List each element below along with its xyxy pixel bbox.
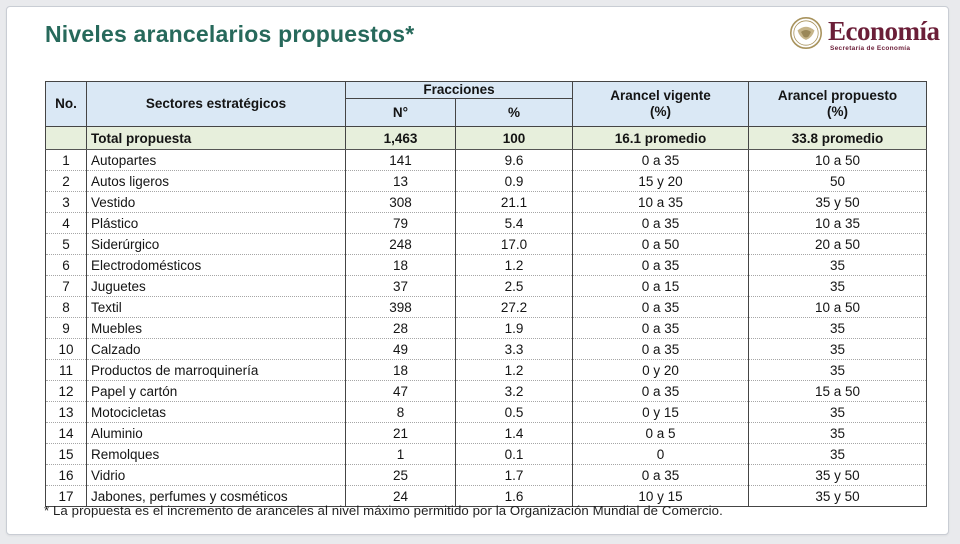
cell-fracciones-n: 24 <box>346 486 456 507</box>
cell-sector: Vestido <box>87 192 346 213</box>
table-row <box>46 213 927 234</box>
cell-sector: Textil <box>87 297 346 318</box>
footnote: * La propuesta es el incremento de aranceles al nivel máximo permitido por la Organización Mundial de Comercio. <box>44 503 723 518</box>
cell-fracciones-pct: 0.1 <box>456 444 573 465</box>
table-row <box>46 318 927 339</box>
total-row <box>46 127 927 150</box>
cell-arancel-vigente: 15 y 20 <box>573 171 749 192</box>
cell-no: 15 <box>46 444 87 465</box>
cell-fracciones-pct: 3.3 <box>456 339 573 360</box>
cell-sector: Papel y cartón <box>87 381 346 402</box>
table-row <box>46 402 927 423</box>
cell-no: 13 <box>46 402 87 423</box>
cell-arancel-propuesto: 35 <box>749 423 927 444</box>
cell-sector: Remolques <box>87 444 346 465</box>
cell-sector: Juguetes <box>87 276 346 297</box>
cell-arancel-vigente: 0 a 15 <box>573 276 749 297</box>
cell-fracciones-pct: 1.2 <box>456 255 573 276</box>
cell-arancel-vigente: 0 a 35 <box>573 465 749 486</box>
table-row <box>46 339 927 360</box>
cell-arancel-propuesto: 35 y 50 <box>749 465 927 486</box>
col-header-fracciones: Fracciones <box>346 82 573 99</box>
cell-fracciones-n: 18 <box>346 360 456 381</box>
slide <box>6 6 949 535</box>
cell-fracciones-pct: 1.9 <box>456 318 573 339</box>
cell-fracciones-pct: 3.2 <box>456 381 573 402</box>
table-row <box>46 297 927 318</box>
cell-arancel-propuesto: 10 a 50 <box>749 150 927 171</box>
cell-arancel-propuesto: 35 <box>749 276 927 297</box>
cell-sector: Vidrio <box>87 465 346 486</box>
cell-sector: Muebles <box>87 318 346 339</box>
table-row <box>46 192 927 213</box>
cell-fracciones-n: 25 <box>346 465 456 486</box>
table-row <box>46 444 927 465</box>
cell-arancel-vigente: 0 a 35 <box>573 150 749 171</box>
cell-sector: Plástico <box>87 213 346 234</box>
cell-fracciones-pct: 27.2 <box>456 297 573 318</box>
mexico-seal-icon <box>789 15 823 56</box>
cell-fracciones-pct: 1.4 <box>456 423 573 444</box>
cell-sector: Calzado <box>87 339 346 360</box>
cell-fracciones-pct: 0.5 <box>456 402 573 423</box>
cell-sector: Productos de marroquinería <box>87 360 346 381</box>
cell-arancel-vigente: 0 a 35 <box>573 381 749 402</box>
cell-fracciones-n: 308 <box>346 192 456 213</box>
cell-arancel-vigente: 0 a 50 <box>573 234 749 255</box>
table-row <box>46 423 927 444</box>
table-row <box>46 381 927 402</box>
cell-arancel-vigente: 0 y 15 <box>573 402 749 423</box>
cell-fracciones-pct: 0.9 <box>456 171 573 192</box>
cell-no: 7 <box>46 276 87 297</box>
cell-arancel-propuesto: 15 a 50 <box>749 381 927 402</box>
tariff-table <box>45 81 927 507</box>
cell-arancel-propuesto: 35 <box>749 360 927 381</box>
table-row <box>46 276 927 297</box>
cell-arancel-propuesto: 35 <box>749 444 927 465</box>
logo-economia <box>789 15 940 56</box>
cell-no: 8 <box>46 297 87 318</box>
col-header-sectores: Sectores estratégicos <box>87 82 346 127</box>
cell-fracciones-pct: 21.1 <box>456 192 573 213</box>
cell-arancel-vigente: 16.1 promedio <box>573 127 749 150</box>
cell-arancel-propuesto: 35 y 50 <box>749 192 927 213</box>
cell-arancel-propuesto: 50 <box>749 171 927 192</box>
cell-arancel-vigente: 10 a 35 <box>573 192 749 213</box>
cell-fracciones-n: 8 <box>346 402 456 423</box>
cell-arancel-vigente: 0 a 5 <box>573 423 749 444</box>
logo-subtitle: Secretaría de Economía <box>830 45 911 53</box>
cell-sector: Autos ligeros <box>87 171 346 192</box>
table-row <box>46 465 927 486</box>
cell-fracciones-n: 37 <box>346 276 456 297</box>
cell-fracciones-pct: 9.6 <box>456 150 573 171</box>
cell-fracciones-n: 248 <box>346 234 456 255</box>
col-header-arancel-vigente: Arancel vigente (%) <box>573 82 749 127</box>
cell-sector: Aluminio <box>87 423 346 444</box>
cell-fracciones-pct: 5.4 <box>456 213 573 234</box>
cell-no: 17 <box>46 486 87 507</box>
logo-wordmark: Economía <box>828 16 940 47</box>
cell-fracciones-n: 49 <box>346 339 456 360</box>
cell-no: 14 <box>46 423 87 444</box>
cell-fracciones-n: 141 <box>346 150 456 171</box>
cell-no: 11 <box>46 360 87 381</box>
cell-no: 9 <box>46 318 87 339</box>
table-row <box>46 150 927 171</box>
cell-arancel-propuesto: 20 a 50 <box>749 234 927 255</box>
table-row <box>46 171 927 192</box>
cell-fracciones-pct: 17.0 <box>456 234 573 255</box>
cell-arancel-propuesto: 33.8 promedio <box>749 127 927 150</box>
cell-fracciones-n: 1 <box>346 444 456 465</box>
cell-sector: Jabones, perfumes y cosméticos <box>87 486 346 507</box>
cell-fracciones-n: 47 <box>346 381 456 402</box>
cell-arancel-propuesto: 35 <box>749 339 927 360</box>
cell-arancel-vigente: 10 y 15 <box>573 486 749 507</box>
cell-fracciones-n: 21 <box>346 423 456 444</box>
cell-no <box>46 127 87 150</box>
cell-arancel-vigente: 0 a 35 <box>573 255 749 276</box>
cell-sector: Total propuesta <box>87 127 346 150</box>
cell-sector: Autopartes <box>87 150 346 171</box>
cell-sector: Motocicletas <box>87 402 346 423</box>
cell-fracciones-n: 1,463 <box>346 127 456 150</box>
cell-fracciones-pct: 1.2 <box>456 360 573 381</box>
cell-sector: Electrodomésticos <box>87 255 346 276</box>
cell-fracciones-n: 13 <box>346 171 456 192</box>
cell-fracciones-n: 79 <box>346 213 456 234</box>
col-header-no: No. <box>46 82 87 127</box>
cell-no: 4 <box>46 213 87 234</box>
cell-arancel-propuesto: 35 <box>749 255 927 276</box>
cell-arancel-propuesto: 35 <box>749 402 927 423</box>
cell-no: 16 <box>46 465 87 486</box>
table-row <box>46 255 927 276</box>
cell-arancel-propuesto: 35 <box>749 318 927 339</box>
cell-no: 2 <box>46 171 87 192</box>
cell-fracciones-pct: 1.7 <box>456 465 573 486</box>
col-header-fracciones-pct: % <box>456 99 573 127</box>
cell-arancel-propuesto: 10 a 50 <box>749 297 927 318</box>
cell-arancel-propuesto: 10 a 35 <box>749 213 927 234</box>
cell-arancel-vigente: 0 <box>573 444 749 465</box>
cell-fracciones-pct: 2.5 <box>456 276 573 297</box>
cell-arancel-vigente: 0 a 35 <box>573 213 749 234</box>
cell-fracciones-n: 28 <box>346 318 456 339</box>
col-header-arancel-propuesto: Arancel propuesto (%) <box>749 82 927 127</box>
cell-no: 1 <box>46 150 87 171</box>
page-title: Niveles arancelarios propuestos* <box>45 21 415 47</box>
cell-fracciones-n: 398 <box>346 297 456 318</box>
cell-fracciones-n: 18 <box>346 255 456 276</box>
table-row <box>46 234 927 255</box>
col-header-fracciones-n: N° <box>346 99 456 127</box>
cell-arancel-propuesto: 35 y 50 <box>749 486 927 507</box>
cell-no: 3 <box>46 192 87 213</box>
table-row <box>46 360 927 381</box>
cell-sector: Siderúrgico <box>87 234 346 255</box>
cell-fracciones-pct: 1.6 <box>456 486 573 507</box>
cell-fracciones-pct: 100 <box>456 127 573 150</box>
cell-no: 5 <box>46 234 87 255</box>
cell-arancel-vigente: 0 a 35 <box>573 318 749 339</box>
cell-arancel-vigente: 0 y 20 <box>573 360 749 381</box>
cell-no: 6 <box>46 255 87 276</box>
cell-no: 10 <box>46 339 87 360</box>
cell-no: 12 <box>46 381 87 402</box>
cell-arancel-vigente: 0 a 35 <box>573 339 749 360</box>
cell-arancel-vigente: 0 a 35 <box>573 297 749 318</box>
